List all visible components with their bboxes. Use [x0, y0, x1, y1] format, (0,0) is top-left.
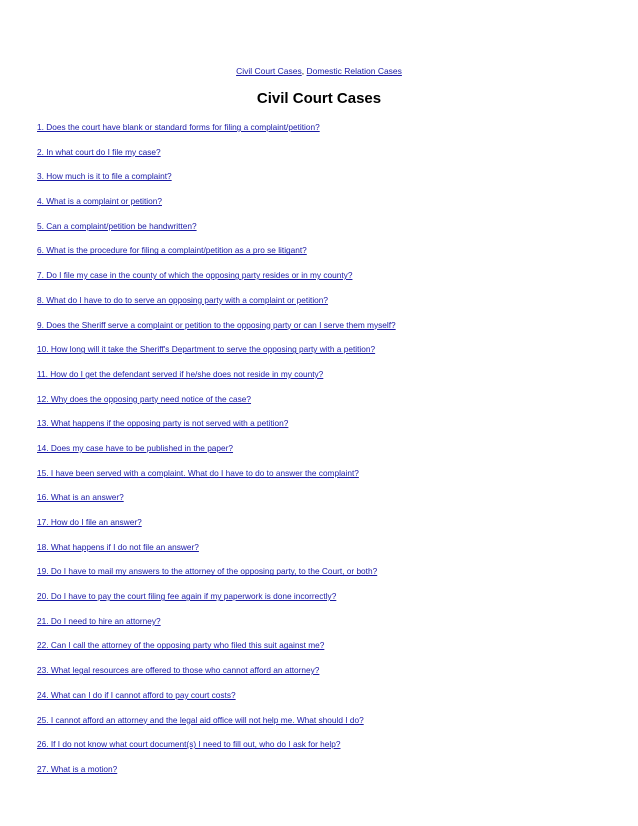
- faq-link[interactable]: 24. What can I do if I cannot afford to pay court costs?: [37, 689, 236, 700]
- faq-link[interactable]: 10. How long will it take the Sheriff's Department to serve the opposing party with a petition?: [37, 344, 376, 355]
- faq-link[interactable]: 1. Does the court have blank or standard forms for filing a complaint/petition?: [37, 122, 320, 132]
- faq-item: [37, 640, 607, 665]
- breadcrumb-link-civil-court-cases[interactable]: Civil Court Cases: [236, 66, 302, 76]
- faq-link[interactable]: 13. What happens if the opposing party is not served with a petition?: [37, 418, 289, 429]
- faq-link[interactable]: 11. How do I get the defendant served if he/she does not reside in my county?: [37, 368, 324, 379]
- breadcrumb: [0, 66, 638, 76]
- faq-item: [37, 270, 607, 295]
- page-title: Civil Court Cases: [256, 90, 382, 107]
- faq-item: [37, 196, 607, 221]
- faq-link[interactable]: 5. Can a complaint/petition be handwritten?: [37, 220, 197, 231]
- faq-item: [37, 715, 607, 740]
- faq-item: [37, 690, 607, 715]
- faq-link[interactable]: 22. Can I call the attorney of the opposing party who filed this suit against me?: [37, 640, 325, 651]
- faq-link[interactable]: 23. What legal resources are offered to those who cannot afford an attorney?: [37, 665, 320, 676]
- faq-item: [37, 443, 607, 468]
- faq-link[interactable]: 7. Do I file my case in the county of which the opposing party resides or in my county?: [37, 270, 353, 281]
- faq-link[interactable]: 20. Do I have to pay the court filing fee again if my paperwork is done incorrectly?: [37, 591, 337, 602]
- breadcrumb-separator: ,: [301, 66, 305, 76]
- faq-item: [37, 171, 607, 196]
- faq-link[interactable]: 26. If I do not know what court document(s) I need to fill out, who do I ask for help?: [37, 739, 341, 750]
- faq-item: [37, 468, 607, 493]
- faq-link[interactable]: 14. Does my case have to be published in the paper?: [37, 442, 234, 453]
- faq-link[interactable]: 9. Does the Sheriff serve a complaint or petition to the opposing party or can I serve them myself?: [37, 319, 396, 330]
- faq-link[interactable]: 18. What happens if I do not file an answer?: [37, 541, 199, 552]
- faq-link[interactable]: 17. How do I file an answer?: [37, 517, 142, 527]
- faq-link[interactable]: 16. What is an answer?: [37, 492, 124, 503]
- faq-link[interactable]: 8. What do I have to do to serve an opposing party with a complaint or petition?: [37, 294, 329, 305]
- faq-item: [37, 764, 607, 789]
- faq-item: [37, 566, 607, 591]
- faq-link[interactable]: 15. I have been served with a complaint. What do I have to do to answer the complaint?: [37, 467, 359, 478]
- faq-link[interactable]: 21. Do I need to hire an attorney?: [37, 615, 161, 626]
- faq-link[interactable]: 25. I cannot afford an attorney and the legal aid office will not help me. What should I do?: [37, 714, 364, 725]
- faq-item: [37, 221, 607, 246]
- faq-item: [37, 369, 607, 394]
- faq-link[interactable]: 27. What is a motion?: [37, 763, 118, 774]
- faq-item: [37, 245, 607, 270]
- faq-item: [37, 616, 607, 641]
- faq-item: [37, 665, 607, 690]
- faq-link[interactable]: 3. How much is it to file a complaint?: [37, 171, 172, 182]
- faq-link[interactable]: 2. In what court do I file my case?: [37, 146, 161, 157]
- faq-item: [37, 122, 607, 147]
- faq-item: [37, 517, 607, 542]
- faq-link[interactable]: 19. Do I have to mail my answers to the attorney of the opposing party, to the Court, or both?: [37, 566, 378, 577]
- faq-item: [37, 418, 607, 443]
- faq-list: [37, 122, 607, 789]
- faq-item: [37, 147, 607, 172]
- faq-item: [37, 295, 607, 320]
- breadcrumb-link-domestic-relation-cases[interactable]: Domestic Relation Cases: [306, 66, 402, 76]
- faq-item: [37, 320, 607, 345]
- faq-item: [37, 739, 607, 764]
- faq-link[interactable]: 4. What is a complaint or petition?: [37, 196, 162, 207]
- faq-link[interactable]: 6. What is the procedure for filing a complaint/petition as a pro se litigant?: [37, 245, 307, 256]
- faq-item: [37, 492, 607, 517]
- faq-item: [37, 394, 607, 419]
- faq-item: [37, 591, 607, 616]
- faq-link[interactable]: 12. Why does the opposing party need notice of the case?: [37, 393, 252, 404]
- faq-item: [37, 542, 607, 567]
- faq-item: [37, 344, 607, 369]
